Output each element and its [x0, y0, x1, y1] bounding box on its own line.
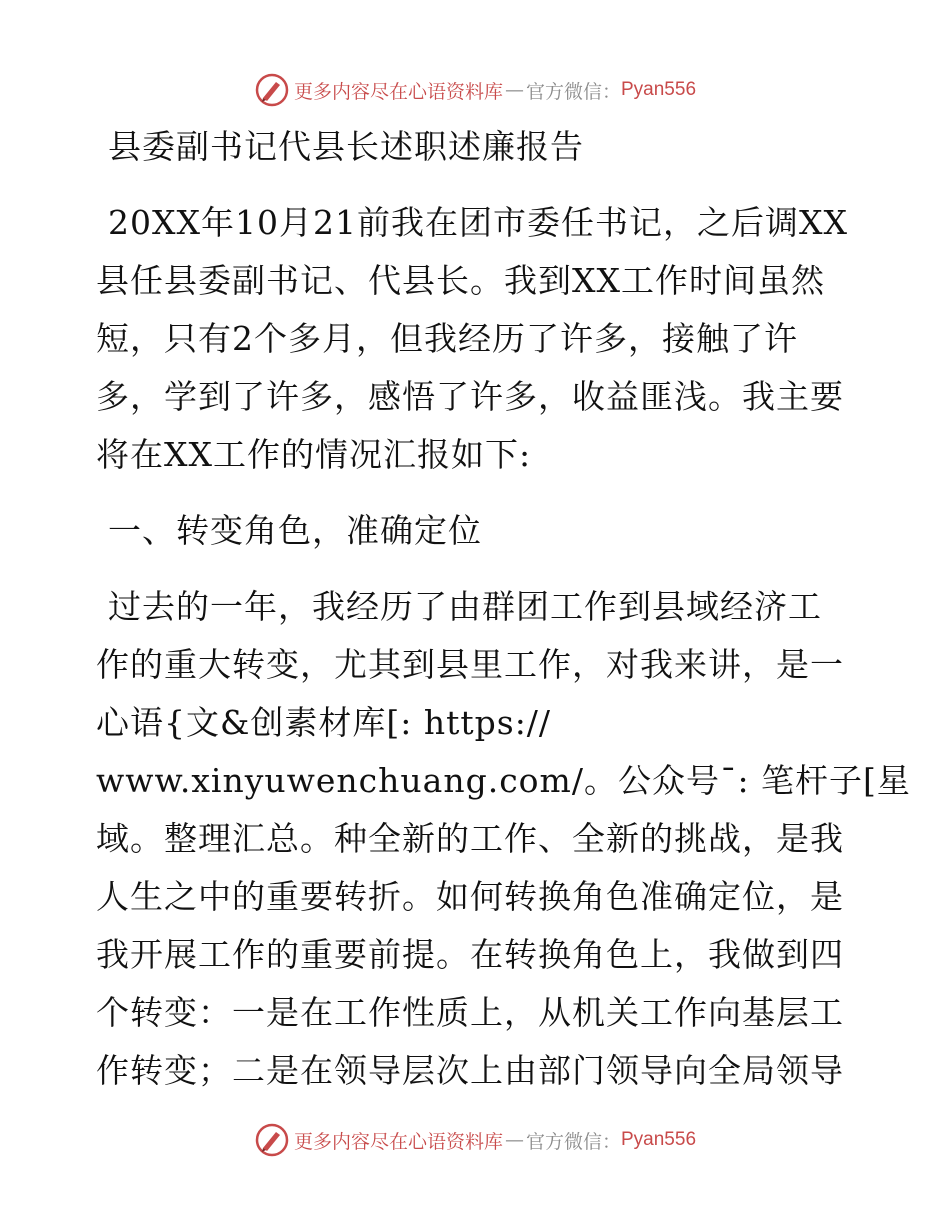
pen-logo-icon [254, 1122, 290, 1158]
banner-account: Pyan556 [621, 1129, 697, 1150]
footer-banner [0, 1118, 950, 1162]
header-banner [0, 68, 950, 112]
paragraph-2 [96, 578, 911, 1100]
banner-main-text: 更多内容尽在心语资料库 [293, 1130, 503, 1153]
paragraph-line: 心语{文&创素材库[: https:// [96, 703, 552, 742]
paragraph-line: 县任县委副书记、代县长。我到XX工作时间虽然 [96, 261, 825, 300]
banner-official-label: 官方微信： [525, 80, 621, 103]
banner-official-label: 官方微信： [525, 1130, 621, 1153]
paragraph-line: 域。整理汇总。种全新的工作、全新的挑战，是我 [96, 819, 844, 858]
paragraph-1 [96, 194, 856, 484]
paragraph-line: 个转变：一是在工作性质上，从机关工作向基层工 [96, 993, 844, 1032]
banner-separator: — [504, 79, 524, 101]
paragraph-line: 20XX年10月21前我在团市委任书记，之后调XX [108, 203, 848, 242]
paragraph-line: 作转变；二是在领导层次上由部门领导向全局领导 [96, 1051, 844, 1090]
banner-main-text: 更多内容尽在心语资料库 [293, 80, 503, 103]
section-heading-1: 一、转变角色，准确定位 [108, 511, 482, 550]
document-body [96, 118, 911, 1100]
paragraph-line: 过去的一年，我经历了由群团工作到县域经济工 [108, 587, 822, 626]
paragraph-line: 人生之中的重要转折。如何转换角色准确定位，是 [96, 877, 844, 916]
paragraph-line: 多，学到了许多，感悟了许多，收益匪浅。我主要 [96, 377, 844, 416]
pen-logo-icon [254, 72, 290, 108]
paragraph-line: www.xinyuwenchuang.com/。公众号¯: 笔杆子[星 [96, 761, 911, 800]
paragraph-line: 我开展工作的重要前提。在转换角色上，我做到四 [96, 935, 844, 974]
paragraph-line: 短，只有2个多月，但我经历了许多，接触了许 [96, 319, 798, 358]
paragraph-line: 作的重大转变，尤其到县里工作，对我来讲，是一 [96, 645, 844, 684]
banner-separator: — [504, 1129, 524, 1151]
paragraph-line: 将在XX工作的情况汇报如下: [96, 435, 532, 474]
document-title: 县委副书记代县长述职述廉报告 [108, 127, 584, 166]
banner-account: Pyan556 [621, 79, 697, 100]
